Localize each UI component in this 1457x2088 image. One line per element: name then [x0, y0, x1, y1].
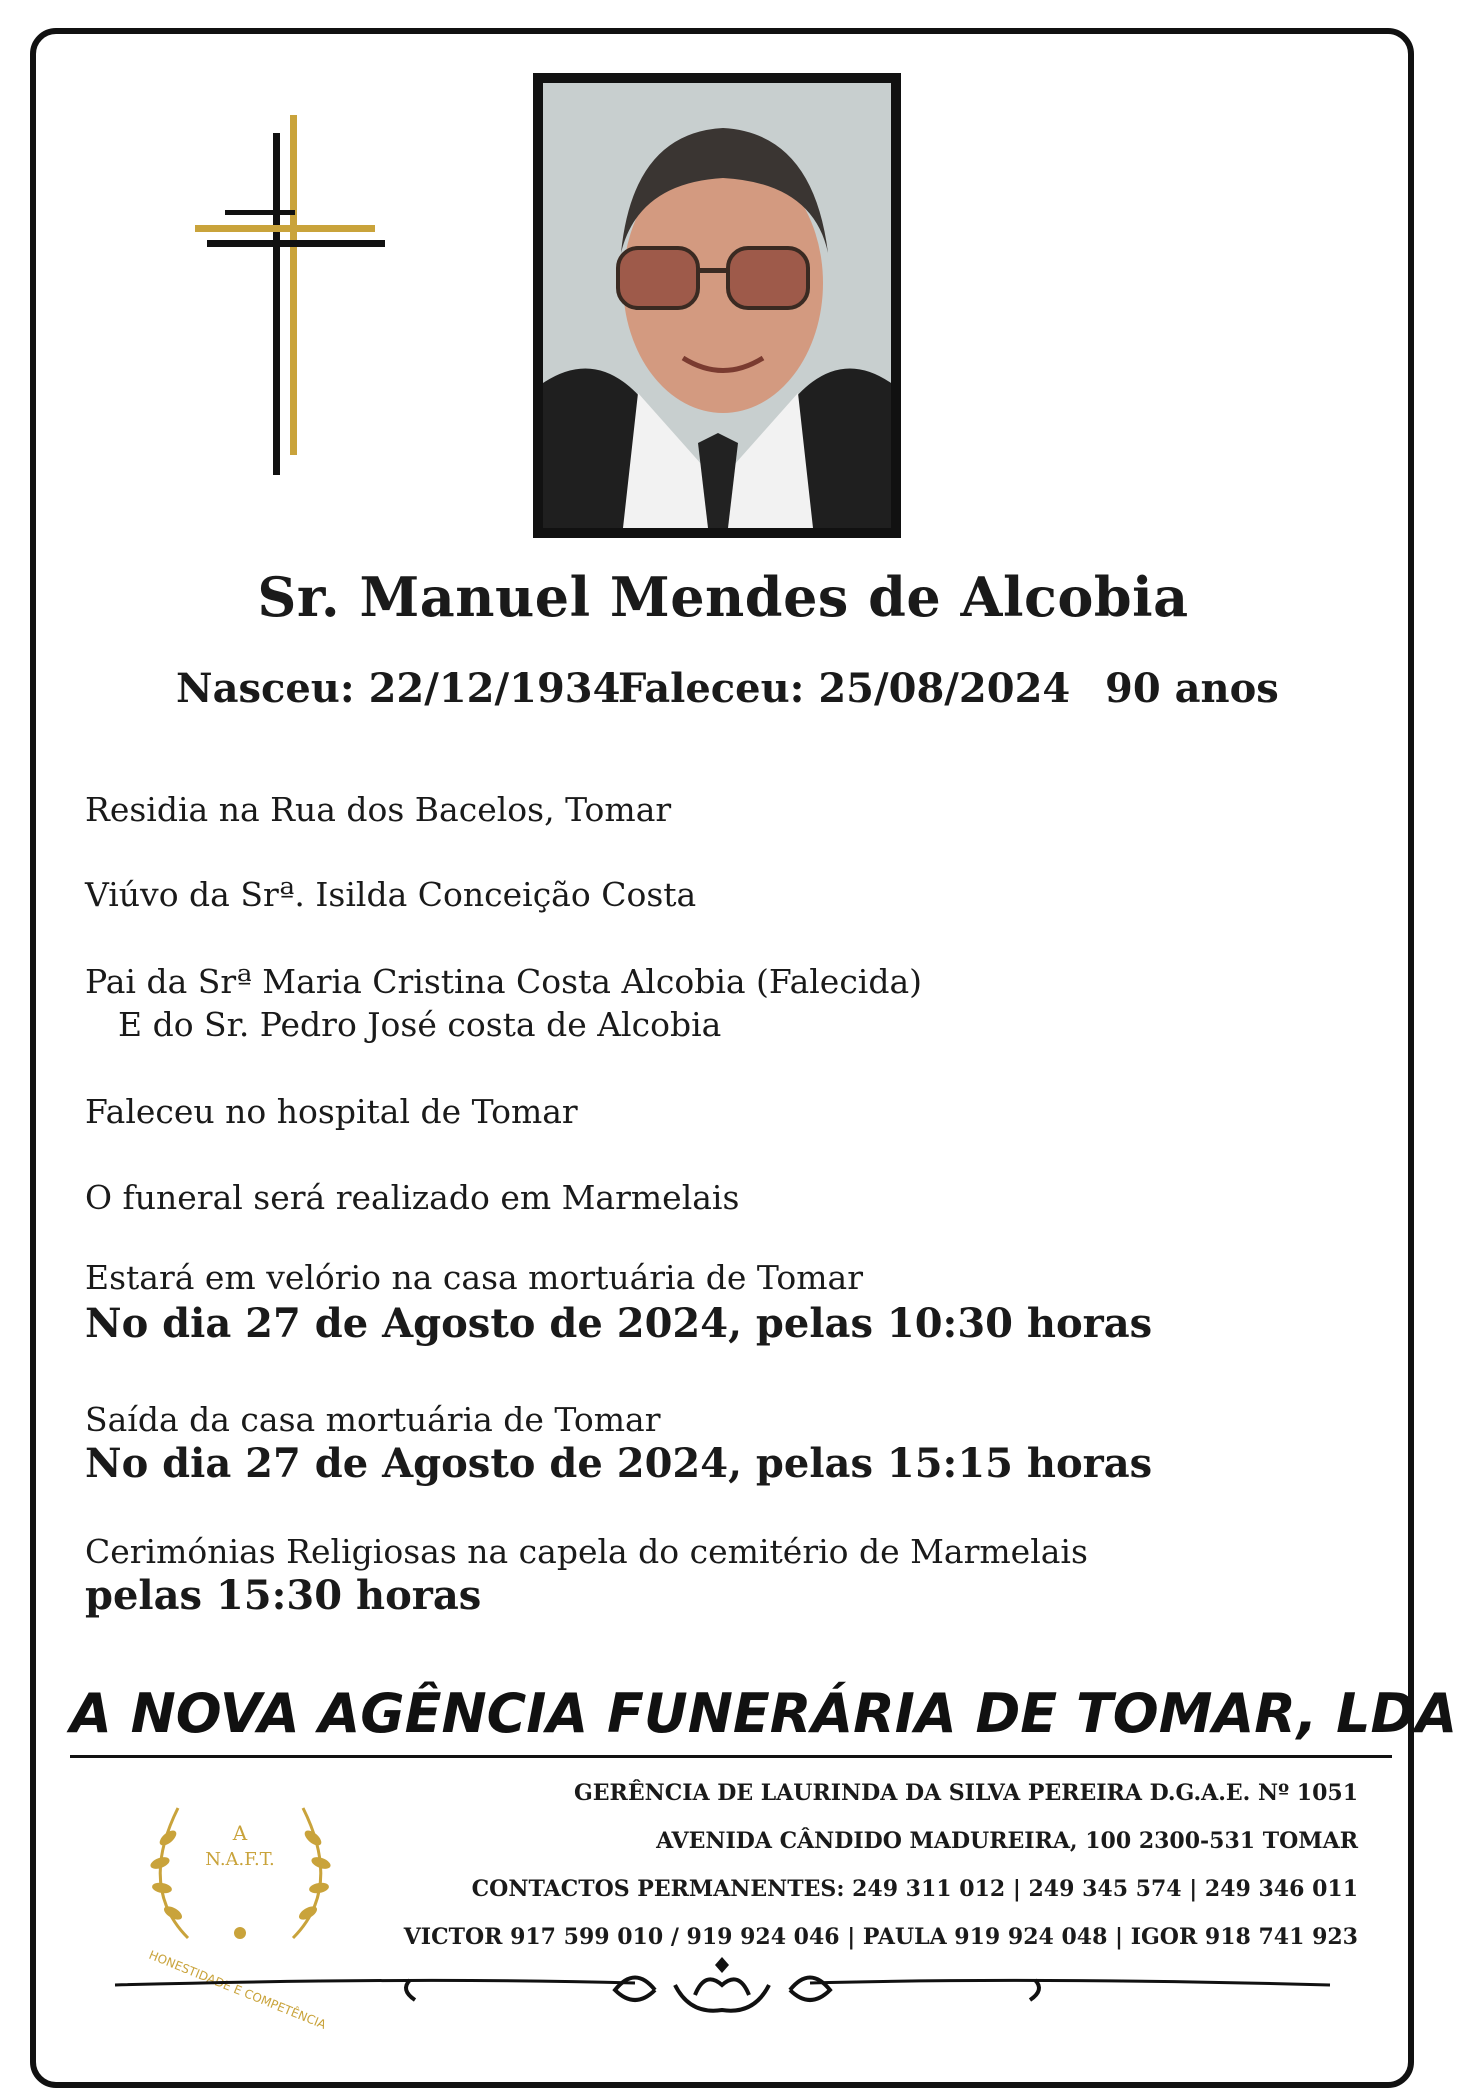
seal-letter: A	[232, 1821, 248, 1845]
cross-icon	[195, 115, 385, 475]
portrait-photo	[533, 73, 901, 538]
residence: Residia na Rua dos Bacelos, Tomar	[85, 790, 672, 829]
wake-time: No dia 27 de Agosto de 2024, pelas 10:30 horas	[85, 1300, 1153, 1347]
agency-contacts: CONTACTOS PERMANENTES: 249 311 012 | 249 345 574 | 249 346 011	[471, 1876, 1358, 1902]
father-of-line2: E do Sr. Pedro José costa de Alcobia	[118, 1005, 722, 1044]
departure-place: Saída da casa mortuária de Tomar	[85, 1400, 661, 1439]
agency-staff-contacts: VICTOR 917 599 010 / 919 924 046 | PAULA 919 924 048 | IGOR 918 741 923	[403, 1924, 1358, 1950]
agency-management: GERÊNCIA DE LAURINDA DA SILVA PEREIRA D.G.A.E. Nº 1051	[574, 1780, 1358, 1806]
portrait-illustration	[543, 83, 891, 528]
seal-initials: N.A.F.T.	[205, 1849, 275, 1870]
deceased-name: Sr. Manuel Mendes de Alcobia	[257, 565, 1189, 629]
wake-place: Estará em velório na casa mortuária de Tomar	[85, 1258, 863, 1297]
flourish-ornament	[115, 1955, 1330, 2025]
agency-seal-logo	[118, 1768, 363, 2032]
departure-time: No dia 27 de Agosto de 2024, pelas 15:15 horas	[85, 1440, 1153, 1487]
ceremony-time: pelas 15:30 horas	[85, 1572, 482, 1619]
funeral-place: O funeral será realizado em Marmelais	[85, 1178, 740, 1217]
father-of-line1: Pai da Srª Maria Cristina Costa Alcobia (Falecida)	[85, 962, 923, 1001]
agency-address: AVENIDA CÂNDIDO MADUREIRA, 100 2300-531 TOMAR	[656, 1828, 1358, 1854]
agency-underline	[70, 1755, 1392, 1758]
widower-of: Viúvo da Srª. Isilda Conceição Costa	[85, 875, 697, 914]
death-date: Faleceu: 25/08/2024	[618, 665, 1071, 712]
age: 90 anos	[1105, 665, 1279, 712]
death-place: Faleceu no hospital de Tomar	[85, 1092, 578, 1131]
seal-motto: HONESTIDADE E COMPETÊNCIA	[146, 1947, 329, 2032]
agency-name: A NOVA AGÊNCIA FUNERÁRIA DE TOMAR, LDA	[70, 1682, 1457, 1745]
birth-date: Nasceu: 22/12/1934	[176, 665, 621, 712]
ceremony-place: Cerimónias Religiosas na capela do cemitério de Marmelais	[85, 1532, 1088, 1571]
